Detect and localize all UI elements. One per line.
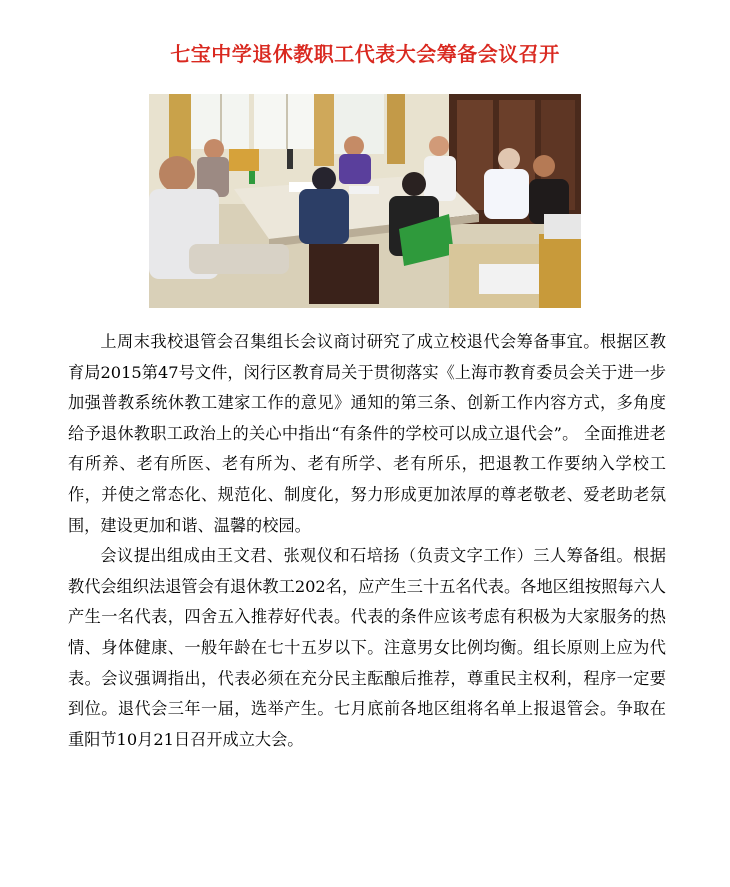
meeting-photo-illustration	[149, 94, 581, 308]
meeting-photo	[149, 94, 581, 308]
paragraph-1: 上周末我校退管会召集组长会议商讨研究了成立校退代会筹备事宜。根据区教育局2015第47号文件，闵行区教育局关于贯彻落实《上海市教育委员会关于进一步加强普教系统休教工建家工作的意见》通知的第三条、创新工作内容方式，多角度给予退休教职工政治上的关心中指出“有条件的学校可以成立退代会”。 全面推进老有所养、老有所医、老有所为、老有所学、老有所乐，把退教工作要纳入学校工作，并使之常态化、规范化、制度化，努力形成更加浓厚的尊老敬老、爱老助老氛围，建设更加和谐、温馨的校园。	[68, 332, 666, 535]
article-body	[68, 327, 666, 755]
paragraph-2: 会议提出组成由王文君、张观仪和石培扬（负责文字工作）三人筹备组。根据教代会组织法退管会有退休教工202名，应产生三十五名代表。各地区组按照每六人产生一名代表，四舍五入推荐好代表。代表的条件应该考虑有积极为大家服务的热情、身体健康、一般年龄在七十五岁以下。注意男女比例均衡。组长原则上应为代表。会议强调指出，代表必须在充分民主酝酿后推荐，尊重民主权利，程序一定要到位。退代会三年一届，选举产生。七月底前各地区组将名单上报退管会。争取在重阳节10月21日召开成立大会。	[68, 546, 666, 749]
article-title: 七宝中学退休教职工代表大会筹备会议召开	[170, 42, 560, 66]
